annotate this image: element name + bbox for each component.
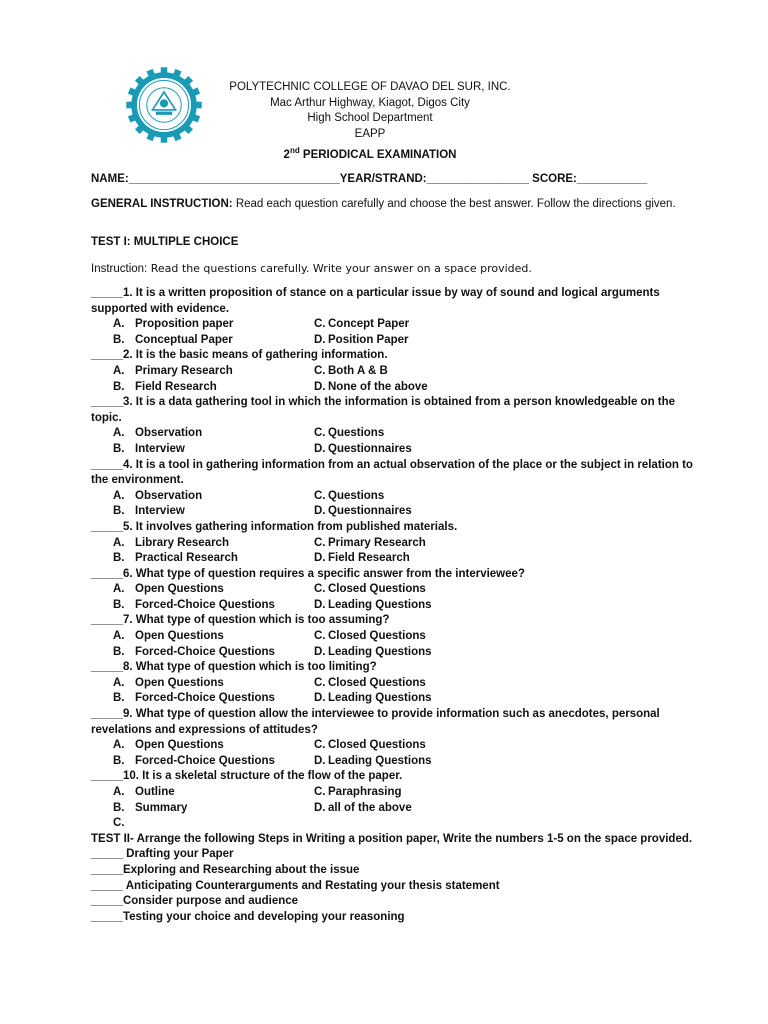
answer-options bbox=[91, 489, 703, 520]
option-b: B. Interview bbox=[113, 442, 185, 455]
answer-options bbox=[91, 317, 703, 348]
option-d: D. Position Paper bbox=[314, 333, 409, 346]
answer-options bbox=[91, 738, 703, 769]
answer-options bbox=[91, 676, 703, 707]
answer-options bbox=[91, 629, 703, 660]
option-d: D. Leading Questions bbox=[314, 692, 432, 705]
option-c: C. Questions bbox=[314, 427, 385, 440]
question-text: _____5. It involves gathering information from published materials. bbox=[91, 520, 458, 533]
option-a: A. Outline bbox=[113, 786, 175, 798]
answer-options bbox=[91, 785, 703, 816]
option-a: A. Open Questions bbox=[113, 739, 224, 752]
school-name: POLYTECHNIC COLLEGE OF DAVAO DEL SUR, INC. bbox=[229, 81, 511, 93]
step-item: _____ Drafting your Paper bbox=[91, 848, 234, 861]
option-c: C. Closed Questions bbox=[314, 739, 426, 752]
question-text: _____2. It is the basic means of gathering information. bbox=[91, 349, 388, 362]
question-text: _____9. What type of question allow the interviewee to provide information such as anecdotes, personal revelations and expressions of attitudes? bbox=[91, 708, 660, 736]
answer-options bbox=[91, 364, 703, 395]
test1-title: TEST I: MULTIPLE CHOICE bbox=[91, 236, 239, 248]
option-a: A. Observation bbox=[113, 489, 203, 502]
option-c-extra: C. bbox=[113, 817, 125, 830]
option-d: D. all of the above bbox=[314, 801, 412, 814]
option-d: D. Leading Questions bbox=[314, 754, 432, 767]
option-d: D. Field Research bbox=[314, 552, 410, 565]
question-list bbox=[91, 286, 703, 925]
option-c: C. Closed Questions bbox=[314, 676, 426, 689]
option-d: D. Leading Questions bbox=[314, 645, 432, 658]
steps-list bbox=[91, 847, 703, 925]
option-b: B. Field Research bbox=[113, 380, 217, 393]
subject-name: EAPP bbox=[354, 128, 386, 141]
test1-instruction: Instruction: Read the questions carefully. Write your answer on a space provided. bbox=[91, 262, 532, 275]
option-a: A. Open Questions bbox=[113, 583, 224, 596]
step-item: _____Consider purpose and audience bbox=[91, 895, 299, 908]
option-b: B. Summary bbox=[113, 801, 188, 814]
answer-options bbox=[91, 536, 703, 567]
option-a: A. Primary Research bbox=[113, 364, 233, 377]
question-text: _____3. It is a data gathering tool in which the information is obtained from a person knowledgeable on the topic. bbox=[91, 396, 676, 424]
option-a: A. Open Questions bbox=[113, 630, 224, 643]
option-b: B. Forced-Choice Questions bbox=[113, 754, 275, 767]
option-b: B. Conceptual Paper bbox=[113, 333, 233, 346]
question-text: _____4. It is a tool in gathering information from an actual observation of the place or the subject in relation to the environment. bbox=[91, 458, 693, 487]
option-d: D. Questionnaires bbox=[314, 505, 412, 518]
answer-options bbox=[91, 426, 703, 457]
option-b: B. Forced-Choice Questions bbox=[113, 692, 275, 705]
question-text: _____7. What type of question which is too assuming? bbox=[91, 614, 390, 627]
school-address: Mac Arthur Highway, Kiagot, Digos City bbox=[270, 96, 470, 109]
school-logo bbox=[123, 64, 205, 146]
option-d: D. Questionnaires bbox=[314, 442, 412, 455]
option-b: B. Practical Research bbox=[113, 552, 238, 565]
step-item: _____ Anticipating Counterarguments and Restating your thesis statement bbox=[91, 879, 500, 892]
option-c: C. Closed Questions bbox=[314, 583, 426, 596]
question-text: _____1. It is a written proposition of stance on a particular issue by way of sound and logical arguments supported with evidence. bbox=[91, 287, 660, 315]
option-a: A. Proposition paper bbox=[113, 318, 234, 331]
option-a: A. Observation bbox=[113, 427, 203, 440]
test2-title: TEST II- Arrange the following Steps in Writing a position paper, Write the numbers 1-5 on the space provided. bbox=[91, 832, 693, 845]
question-text: _____8. What type of question which is too limiting? bbox=[91, 661, 377, 674]
general-instruction: GENERAL INSTRUCTION: Read each question carefully and choose the best answer. Follow the directions given. bbox=[91, 198, 676, 210]
department-name: High School Department bbox=[307, 112, 433, 125]
option-d: D. None of the above bbox=[314, 380, 428, 393]
option-c: C. Primary Research bbox=[314, 536, 426, 549]
option-d: D. Leading Questions bbox=[314, 598, 432, 611]
option-c: C. Both A & B bbox=[314, 364, 388, 377]
option-c: C. Closed Questions bbox=[314, 630, 426, 643]
option-c: C. Paraphrasing bbox=[314, 786, 402, 798]
option-b: B. Forced-Choice Questions bbox=[113, 645, 275, 658]
exam-header bbox=[200, 80, 540, 163]
step-item: _____Testing your choice and developing your reasoning bbox=[91, 910, 405, 923]
option-b: B. Forced-Choice Questions bbox=[113, 598, 275, 611]
exam-title: 2nd PERIODICAL EXAMINATION bbox=[283, 145, 457, 161]
option-a: A. Library Research bbox=[113, 536, 229, 549]
option-a: A. Open Questions bbox=[113, 676, 224, 689]
question-text: _____10. It is a skeletal structure of the flow of the paper. bbox=[91, 770, 403, 783]
step-item: _____Exploring and Researching about the issue bbox=[91, 863, 360, 876]
answer-options bbox=[91, 582, 703, 613]
option-c: C. Questions bbox=[314, 489, 385, 502]
student-info-fields[interactable]: NAME:_________________________________YEAR/STRAND:________________ SCORE:___________ bbox=[91, 173, 648, 185]
option-c: C. Concept Paper bbox=[314, 318, 410, 331]
question-text: _____6. What type of question requires a specific answer from the interviewee? bbox=[91, 567, 525, 580]
option-b: B. Interview bbox=[113, 505, 185, 518]
